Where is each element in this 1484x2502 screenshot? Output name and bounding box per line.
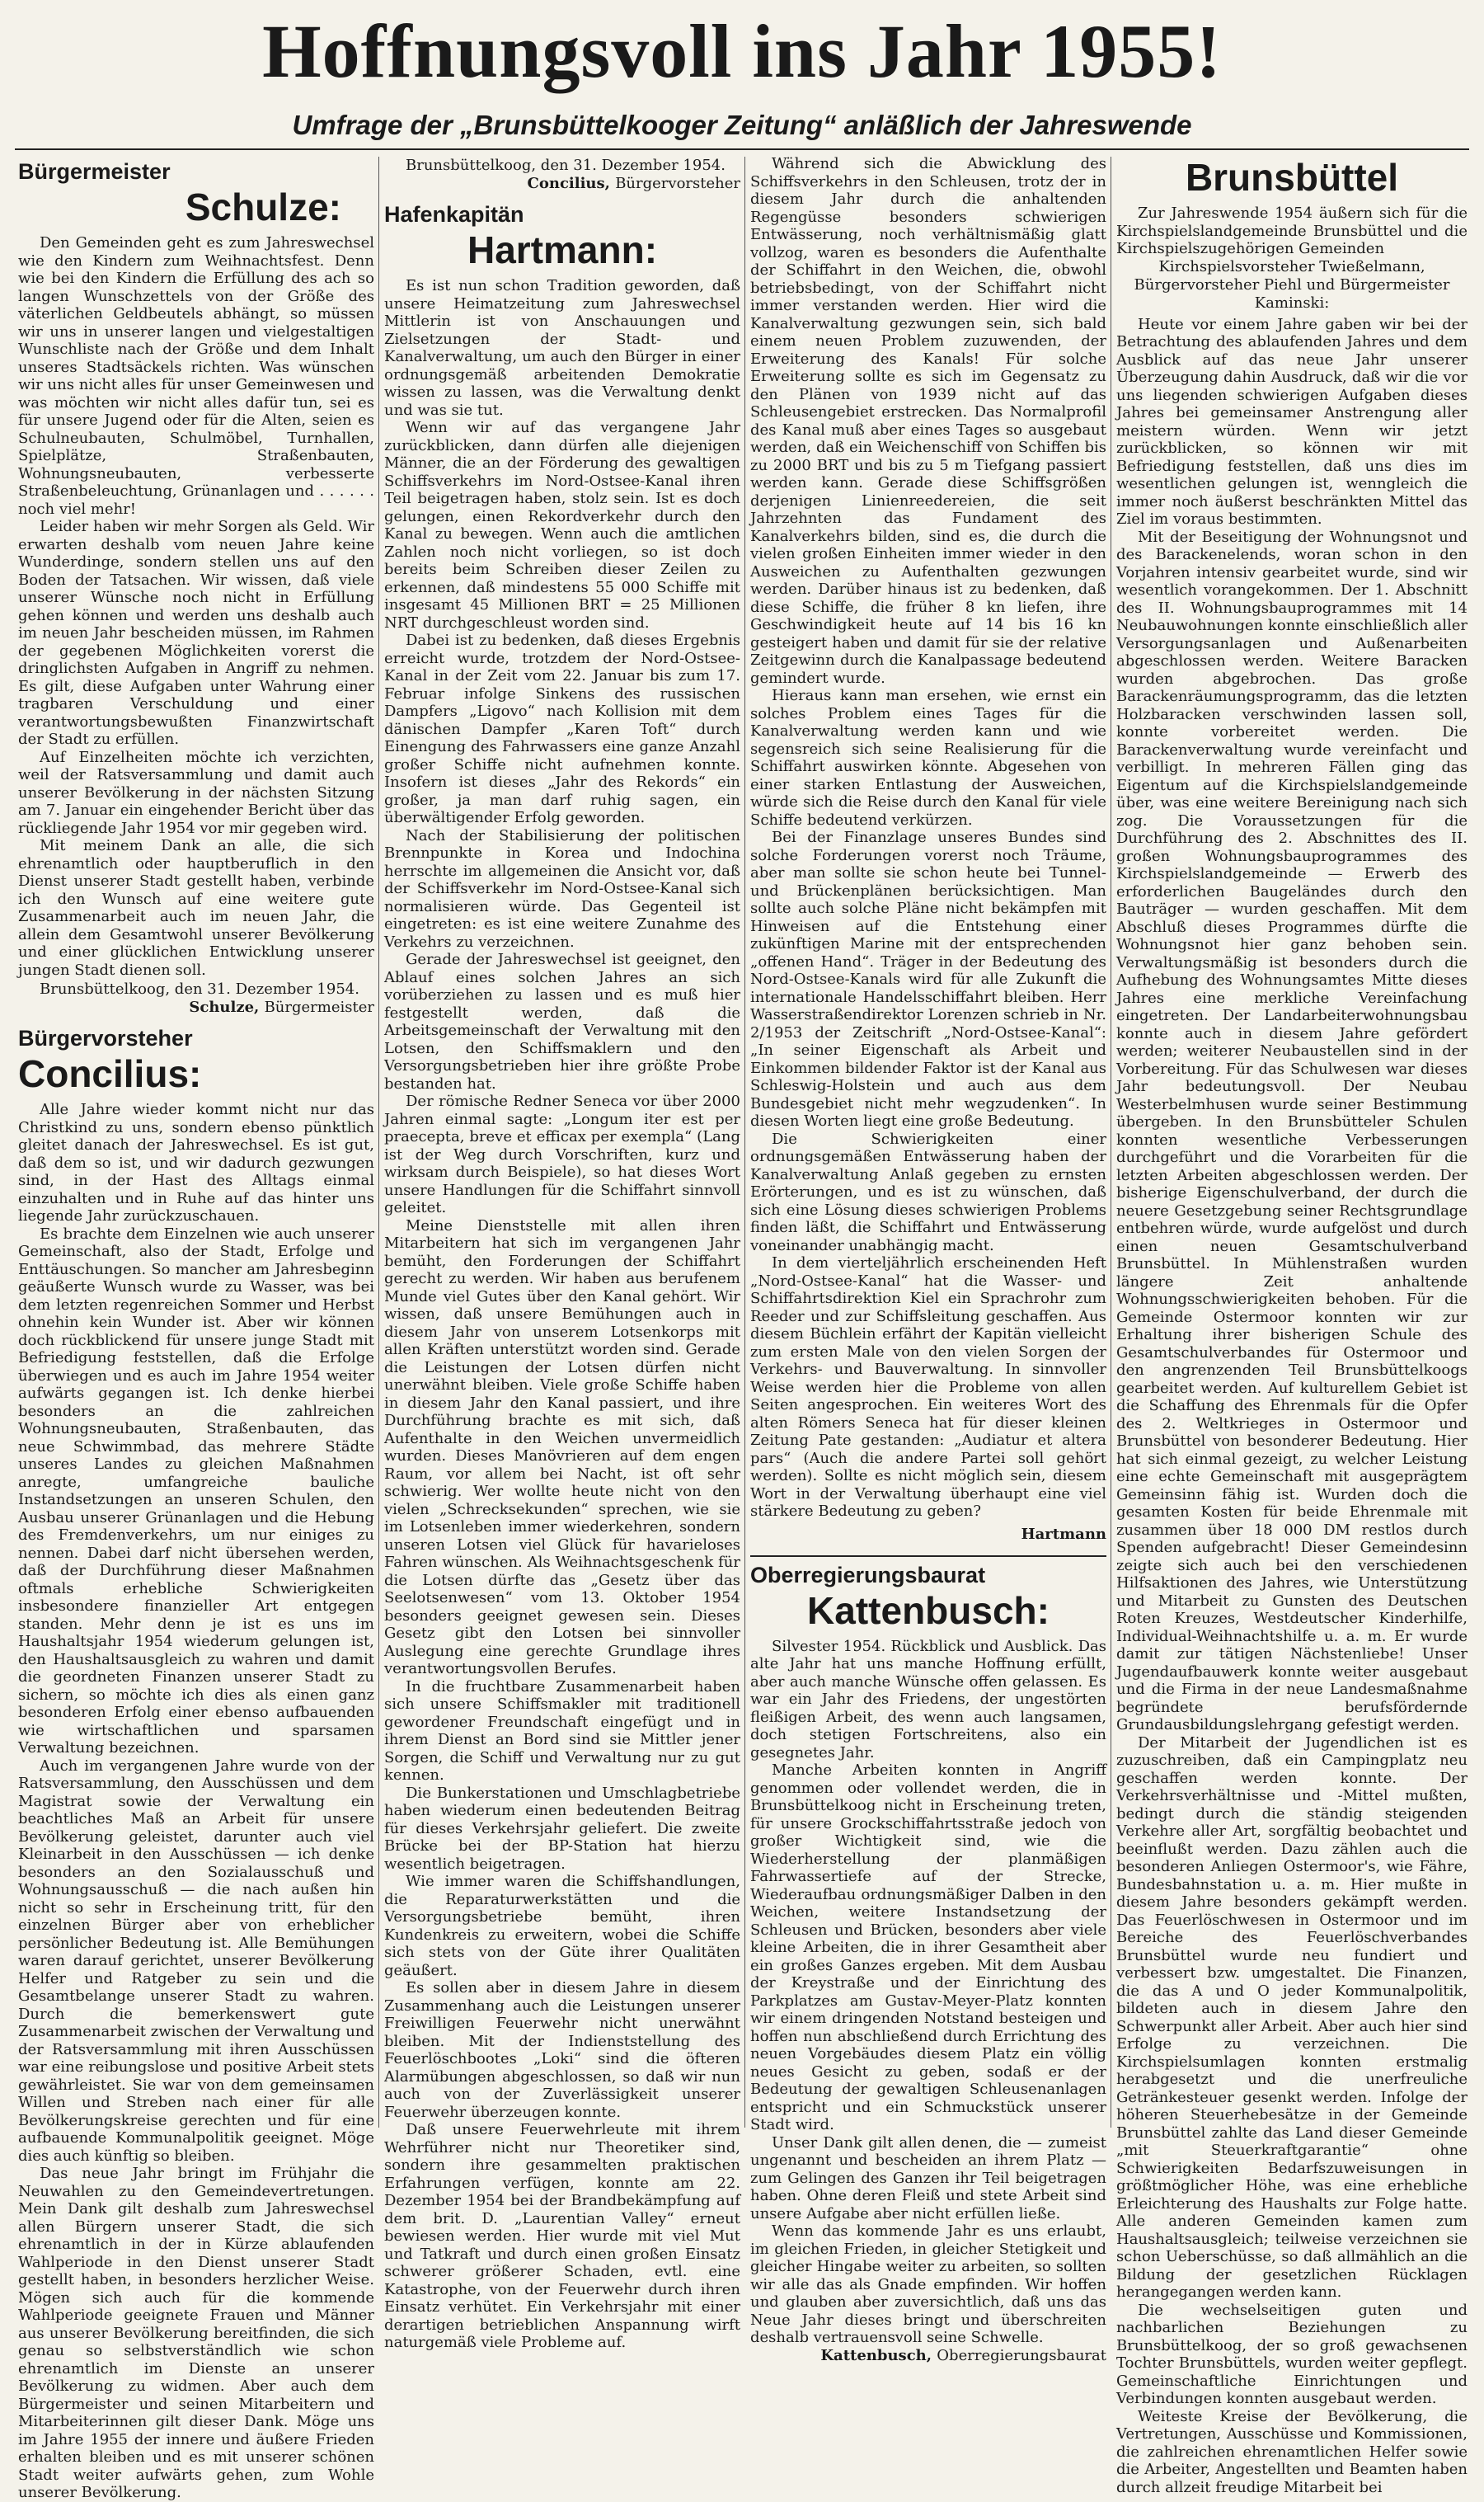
signature-name: Schulze, <box>189 999 260 1016</box>
paragraph: Die Bunkerstationen und Umschlagbetriebe haben wiederum einen bedeutenden Beitrag für dieses Verkehrsjahr geliefert. Die zweite Brücke bei der BP-Station hat hierzu wesentlich beigetragen. <box>384 1784 740 1873</box>
signature-name: Hartmann <box>1021 1525 1106 1543</box>
signature <box>750 2347 1106 2365</box>
paragraph: Manche Arbeiten konnten in Angriff genommen oder vollendet werden, die in Brunsbüttelkoog nicht in Erscheinung treten, für unsere Grockschiffahrtsstraße jedoch von großer Wichtigkeit sind, wie die Wiederherstellung der planmäßigen Fahrwassertiefe auf der Strecke, Wiederaufbau ordnungsmäßiger Dalben in den Weichen, weitere Instandsetzung der Schleusen und Brücken, besonders aber viele kleine Arbeiten, die in ihrer Gesamtheit aber ein großes Ganzes ergeben. Mit dem Ausbau der Kreystraße und der Einrichtung des Parkplatzes am Gustav-Meyer-Platz konnten wir einem dringenden Notstand besteigen und hoffen nun abschließend durch Errichtung des neuen Vorgebäudes diesem Platz ein völlig neues Gesicht zu geben, sodaß er der Bedeutung der gewaltigen Schleusenanlagen entspricht und ein Schmuckstück unserer Stadt wird. <box>750 1761 1106 2133</box>
article-kicker: Hafenkapitän <box>384 202 524 227</box>
paragraph: Während sich die Abwicklung des Schiffsverkehrs in den Schleusen, trotz der in diesem Jahr durch die anhaltenden Regengüsse besonders schwierigen Entwässerung, noch verhältnismäßig glatt vollzog, waren es besonders die Aufenthalte der Schiffahrt in den Weichen, die, obwohl betriebsbedingt, von der Schiffahrt nicht immer verstanden werden. Hier wird die Kanalverwaltung gezwungen sein, sich bald einem neuen Problem zuzuwenden, der Erweiterung des Kanals! Für solche Erweiterung sollte es sich im Gegensatz zu den Plänen von 1939 nicht auf das Schleusengebiet erstrecken. Das Normalprofil des Kanal muß aber eines Tages so ausgebaut werden, daß ein Weichenschiff von Schiffen bis zu 2000 BRT und bis zu 5 m Tiefgang passiert werden kann. Gerade diese Schiffsgrößen derjenigen Linienreedereien, die seit Jahrzehnten das Fundament des Kanalverkehrs bilden, sind es, die durch die vielen großen Einheiten immer wieder in den Ausweichen zu Aufenthalten gezwungen werden. Darüber hinaus ist zu bedenken, daß diese Schiffe, die früher 8 kn liefen, ihre Geschwindigkeit heute auf 14 bis 16 kn gesteigert haben und damit für sie der relative Zeitgewinn durch die Kanalpassage bedeutend gemindert wurde. <box>750 155 1106 687</box>
dateline: Brunsbüttelkoog, den 31. Dezember 1954. <box>40 981 359 998</box>
headline: Hoffnungsvoll ins Jahr 1955! <box>262 9 1222 93</box>
paragraph: Meine Dienststelle mit allen ihren Mitarbeitern hat sich im vergangenen Jahr bemüht, den Forderungen der Schiffahrt gerecht zu werden. Wir haben aus berufenem Munde viel Gutes über den Kanal gehört. Wir wissen, daß unsere Bemühungen auch in diesem Jahr von unserem Lotsenkorps mit allen Kräften unterstützt worden sind. Gerade die Leistungen der Lotsen dürfen nicht unerwähnt bleiben. Viele große Schiffe haben in diesem Jahr den Kanal passiert, und ihre Durchführung brachte es mit sich, daß Aufenthalte in den Weichen unvermeidlich wurden. Dieses Manövrieren auf dem engen Raum, vor allem bei Nacht, ist oft sehr schwierig. Wer wollte heute nicht von den vielen „Schrecksekunden“ sprechen, wie sie im Lotsenleben immer wiederkehren, sondern unseren Lotsen viel Glück für havarieloses Fahren wünschen. Als Weihnachtsgeschenk für die Lotsen dürfte das „Gesetz über das Seelotsenwesen“ vom 13. Oktober 1954 besonders geeignet gewesen sein. Dieses Gesetz gibt den Lotsen bei sinnvoller Auslegung eine gerechte Grundlage ihres verantwortungsvollen Berufes. <box>384 1216 740 1677</box>
signature-name: Concilius, <box>527 175 610 192</box>
paragraph: Dabei ist zu bedenken, daß dieses Ergebnis erreicht wurde, trotzdem der Nord-Ostsee-Kanal in der Zeit vom 22. Januar bis zum 17. Februar infolge Sinkens des russischen Dampfers „Ligovo“ nach Kollision mit dem dänischen Dampfer „Karen Toft“ durch Einengung des Fahrwassers eine ganze Anzahl großer Schiffe nicht aufnehmen konnte. Insofern ist dieses „Jahr des Rekords“ ein großer, ja man darf ruhig sagen, ein überwältigender Erfolg geworden. <box>384 632 740 826</box>
article-name: Brunsbüttel <box>1185 156 1399 199</box>
article-schulze <box>18 158 374 1017</box>
paragraph: Weiteste Kreise der Bevölkerung, die Vertretungen, Ausschüsse und Kommissionen, die zahlreichen ehrenamtlichen Helfer sowie die Arbeiter, Angestellten und Beamten haben durch allzeit freudige Mitarbeit bei <box>1116 2407 1468 2496</box>
article-brunsbuettel <box>1116 155 1468 2496</box>
paragraph: Leider haben wir mehr Sorgen als Geld. Wir erwarten deshalb vom neuen Jahre keine Wunderdinge, sondern stellen uns auf den Boden der Tatsachen. Wir wissen, daß viele unserer Wünsche noch nicht in Erfüllung gehen können und werden uns deshalb auch im neuen Jahr bescheiden müssen, im Rahmen der gegebenen Möglichkeiten vorerst die dringlichsten Aufgaben in Angriff zu nehmen. Es gilt, diese Aufgaben unter Wahrung einer tragbaren Verschuldung und einer verantwortungsbewußten Finanzwirtschaft der Stadt zu erfüllen. <box>18 518 374 748</box>
paragraph: Der römische Redner Seneca vor über 2000 Jahren einmal sagte: „Longum iter est per praecepta, breve et efficax per exempla“ (Lang ist der Weg durch Vorschriften, kurz und wirksam durch Beispiele), so hat dieses Wort unsere Handlungen für die Schiffahrt sinnvoll geleitet. <box>384 1093 740 1216</box>
paragraph: Es ist nun schon Tradition geworden, daß unsere Heimatzeitung zum Jahreswechsel Mittlerin ist von Anschauungen und Zielsetzungen der Stadt- und Kanalverwaltung, um auch den Bürger in einer ordnungsgemäß arbeitenden Demokratie wissen zu lassen, was die Verwaltung denkt und was sie tut. <box>384 277 740 419</box>
article-name: Hartmann: <box>467 228 658 271</box>
paragraph: Die wechselseitigen guten und nachbarlichen Beziehungen zu Brunsbüttelkoog, der so groß gewachsenen Tochter Brunsbüttels, wurden weiter gepflegt. Gemeinschaftliche Einrichtungen und Verbindungen konnten ausgebaut werden. <box>1116 2301 1468 2407</box>
paragraph: In die fruchtbare Zusammenarbeit haben sich unsere Schiffsmakler mit traditionell gewordener Freundschaft eingefügt und in ihrem Dienst an Bord sind sie Mittler jener Sorgen, die Schiff und Verwaltung nur zu gut kennen. <box>384 1677 740 1784</box>
paragraph: Hieraus kann man ersehen, wie ernst ein solches Problem eines Tages für die Kanalverwaltung werden kann und wie segensreich sich seine Realisierung für die Schiffahrt auswirken könnte. Abgesehen von einer starken Entlastung der Ausweichen, würde sich die Reise durch den Kanal für viele Schiffe bedeutend verkürzen. <box>750 687 1106 829</box>
intro: Zur Jahreswende 1954 äußern sich für die Kirchspielslandgemeinde Brunsbüttel und die Kirchspielszugehörigen Gemeinden <box>1116 205 1468 257</box>
paragraph: Mit meinem Dank an alle, die sich ehrenamtlich oder hauptberuflich in den Dienst unserer Stadt gestellt haben, verbinde ich den Wunsch auf eine weitere gute Zusammenarbeit auch im neuen Jahr, die allein dem Gesamtwohl unserer Bevölkerung und einer glücklichen Entwicklung unserer jungen Stadt dienen soll. <box>18 837 374 979</box>
paragraph: Auf Einzelheiten möchte ich verzichten, weil der Ratsversammlung und damit auch unserer Bevölkerung in der nächsten Sitzung am 7. Januar ein eingehender Bericht über das rückliegende Jahr 1954 vor mir gegeben wird. <box>18 748 374 837</box>
paragraph: Mit der Beseitigung der Wohnungsnot und des Barackenelends, woran schon in den Vorjahren intensiv gearbeitet wurde, sind wir wesentlich vorangekommen. Der 1. Abschnitt des II. Wohnungsbauprogrammes mit 14 Neubauwohnungen konnte einschließlich aller Versorgungsanlagen und Außenarbeiten abgeschlossen werden. Weitere Baracken wurden abgebrochen. Das große Barackenräumungsprogramm, das die letzten Holzbaracken verschwinden lassen soll, konnte vorbereitet werden. Die Barackenverwaltung wurde vereinfacht und verbilligt. In mehreren Fällen ging das Eigentum auf die Kirchspielslandgemeinde über, was eine weitere Bereinigung nach sich zog. Die Voraussetzungen für die Durchführung des 2. Abschnittes des II. großen Wohnungsbauprogrammes des Kirchspielslandgemeinde — Erwerb des erforderlichen Baugeländes durch den Bauträger — wurden geschaffen. Mit dem Abschluß dieses Programmes dürfte die Wohnungsnot hier ganz behoben sein. Verwaltungsmäßig ist besonders durch die Aufhebung des Wohnungsamtes Mitte dieses Jahres eine merkliche Vereinfachung eingetreten. Der Landarbeiterwohnungsbau konnte auch in diesem Jahre gefördert werden; weiterer Neubaustellen sind in der Vorbereitung. Für das Schulwesen war dieses Jahr bedeutungsvoll. Der Neubau Westerbelmhusen wurde seiner Bestimmung übergeben. In den Brunsbütteler Schulen konnten wesentliche Verbesserungen durchgeführt und die Vorarbeiten für die letzten Arbeiten abgeschlossen werden. Der bisherige Eigenschulverband, der durch die neuere Gesetzgebung seiner Rechtsgrundlage entbehren würde, wurde aufgelöst und durch einen neuen Gesamtschulverband Brunsbüttel. In Mühlenstraßen wurden längere Zeit anhaltende Wohnungsschwierigkeiten behoben. Für die Gemeinde Ostermoor konnten wir zur Erhaltung ihrer bisherigen Schule des Gesamtschulverbandes für Ostermoor und den angrenzenden Teil Brunsbüttelkoogs gearbeitet werden. Auf kulturellem Gebiet ist die Schaffung des Ehrenmals für die Opfer des 2. Weltkrieges in Ostermoor und Brunsbüttel von besonderer Bedeutung. Hier hat sich einmal gezeigt, zu welcher Leistung eine echte Gemeinschaft mit ausgeprägtem Gemeinsinn fähig ist. Wurden doch die gesamten Kosten für beide Ehrenmale mit zusammen über 18 000 DM restlos durch Spenden aufgebracht! Dieser Gemeindesinn zeigte sich auch bei den verschiedenen Hilfsaktionen des Jahres, wie Unterstützung und Mitarbeit zu Gunsten des Deutschen Roten Kreuzes, Westdeutscher Kinderhilfe, Individual-Weihnachtshilfe u. a. m. Er wurde damit zur tätigen Nächstenliebe! Unser Jugendaufbauwerk konnte weiter ausgebaut und die Firma in der neue Landesmaßnahme begründete berufsfördernde Grundausbildungslehrgang gefestigt werden. <box>1116 528 1468 1733</box>
paragraph: Daß unsere Feuerwehrleute mit ihrem Wehrführer nicht nur Theoretiker sind, sondern ihre gesammelten praktischen Erfahrungen verfügen, konnte am 22. Dezember 1954 bei der Brandbekämpfung auf dem brit. D. „Laurentian Valley“ erneut bewiesen werden. Hier wurde mit viel Mut und Tatkraft und durch einen großen Einsatz schwerer größerer Schaden, evtl. eine Katastrophe, von der Feuerwehr durch ihren Einsatz verhütet. Ein Verkehrsjahr mit einer derartigen betrieblichen Anspannung wirft naturgemäß viele Probleme auf. <box>384 2121 740 2351</box>
column-3 <box>750 155 1106 2364</box>
paragraph: Auch im vergangenen Jahre wurde von der Ratsversammlung, den Ausschüssen und dem Magistrat sowie der Verwaltung ein beachtliches Maß an Arbeit für unsere Bevölkerung geleistet, darunter auch viel Kleinarbeit in den Ausschüssen — ich denke besonders an den Sozialausschuß und Wohnungsausschuß — die nach außen hin nicht so sehr in Erscheinung tritt, für den einzelnen Bürger aber von erheblicher persönlicher Bedeutung ist. Alle Bemühungen waren darauf gerichtet, unserer Bevölkerung Helfer und Ratgeber zu sein und die Gesamtbelange unserer Stadt zu wahren. Durch die bemerkenswert gute Zusammenarbeit zwischen der Verwaltung und der Ratsversammlung mit ihren Ausschüssen war eine reibungslose und positive Arbeit stets gewährleistet. Sie war von dem gemeinsamen Willen und Streben nach einer für alle Bevölkerungskreise gerechten und für eine aufbauende Kommunalpolitik geeignet. Möge dies auch künftig so bleiben. <box>18 1757 374 2165</box>
article-name: Concilius: <box>18 1052 202 1095</box>
paragraph: Die Schwierigkeiten einer ordnungsgemäßen Entwässerung haben der Kanalverwaltung Anlaß gegeben zu ernsten Erörterungen, und es ist zu wünschen, daß sich eine Lösung dieses schwierigen Problems finden läßt, die Schiffahrt und Entwässerung voneinander unabhängig macht. <box>750 1130 1106 1254</box>
signature <box>18 999 374 1017</box>
paragraph: Wenn wir auf das vergangene Jahr zurückblicken, dann dürfen alle diejenigen Männer, die an der Förderung des gewaltigen Schiffsverkehrs im Nord-Ostsee-Kanal ihren Teil beigetragen haben, stolz sein. Ist es doch gelungen, einen Rekordverkehr durch den Kanal zu bewegen. Wenn auch die amtlichen Zahlen noch nicht vorliegen, so ist doch bereits beim Schreiben dieser Zeilen zu erkennen, daß mindestens 55 000 Schiffe mit insgesamt 45 Millionen BRT = 25 Millionen NRT durchgeschleust worden sind. <box>384 419 740 632</box>
article-name: Kattenbusch: <box>807 1588 1050 1632</box>
signature-title: Bürgervorsteher <box>615 175 740 192</box>
top-rule <box>15 148 1469 150</box>
paragraph: Wenn das kommende Jahr es uns erlaubt, im gleichen Frieden, in gleicher Stetigkeit und gleicher Hingabe weiter zu arbeiten, so sollten wir alle das als Gnade empfinden. Wir hoffen und glauben aber zuversichtlich, daß uns das Neue Jahr dieses bringt und überschreiten deshalb vertrauensvoll seine Schwelle. <box>750 2222 1106 2346</box>
column-divider <box>744 157 745 2128</box>
article-kattenbusch <box>750 1562 1106 2365</box>
paragraph: Wie immer waren die Schiffshandlungen, die Reparaturwerkstätten und die Versorgungsbetriebe bemüht, ihren Kundenkreis zu erweitern, wobei die Schiffe sich stets von der Güte ihrer Qualitäten geäußert. <box>384 1873 740 1979</box>
signature-title: Oberregierungsbaurat <box>937 2346 1106 2364</box>
paragraph: Das neue Jahr bringt im Frühjahr die Neuwahlen zu den Gemeindevertretungen. Mein Dank gilt deshalb zum Jahreswechsel allen Bürgern unserer Stadt, die sich ehrenamtlich in der in Kürze ablaufenden Wahlperiode in den Dienst unserer Stadt gestellt haben, in besonders herzlicher Weise. Mögen sich auch für die kommende Wahlperiode geeignete Frauen und Männer aus unserer Bevölkerung bereitfinden, die sich genau so selbstverständlich wie schon ehrenamtlich im Dienste an unserer Bevölkerung zu widmen. Aber auch dem Bürgermeister und seinen Mitarbeitern und Mitarbeiterinnen gilt dieser Dank. Möge uns im Jahre 1955 der innere und äußere Frieden erhalten bleiben und es mit unserer schönen Stadt weiter aufwärts gehen, zum Wohle unserer Bevölkerung. <box>18 2165 374 2501</box>
article-hartmann <box>384 201 740 2352</box>
signature-name: Kattenbusch, <box>820 2346 932 2364</box>
column-4 <box>1116 155 1468 2496</box>
subheadline: Umfrage der „Brunsbüttelkooger Zeitung“ anläßlich der Jahreswende <box>292 110 1192 140</box>
signature <box>384 175 740 193</box>
article-kicker: Bürgermeister <box>18 159 171 184</box>
column-divider <box>378 157 379 2128</box>
paragraph: In dem vierteljährlich erscheinenden Heft „Nord-Ostsee-Kanal“ hat die Wasser- und Schiffahrtsdirektion Kiel ein Sprachrohr zum Reeder und zur Schiffsleitung geschaffen. Aus diesem Büchlein erfährt der Kapitän vielleicht zum ersten Male von den vielen Sorgen der Verkehrs- und Bauverwaltung. In sinnvoller Weise werden hier die Probleme von allen Seiten angesprochen. Ein weiteres Wort des alten Römers Seneca hat für dieser kleinen Zeitung Pate gestanden: „Audiatur et altera pars“ (Auch die andere Partei soll gehört werden). Sollte es nicht möglich sein, diesem Wort in der Verwaltung überhaupt eine viel stärkere Bedeutung zu geben? <box>750 1254 1106 1520</box>
column-1 <box>18 155 374 2501</box>
signatories: Kirchspielsvorsteher Twießelmann, Bürgervorsteher Piehl und Bürgermeister Kaminski: <box>1134 257 1450 312</box>
signature-title: Bürgermeister <box>264 999 374 1016</box>
paragraph: Heute vor einem Jahre gaben wir bei der Betrachtung des ablaufenden Jahres und dem Ausblick auf das neue Jahr unserer Überzeugung dahin Ausdruck, daß wir die vor uns liegenden schwierigen Aufgaben dieses Jahres bei gemeinsamer Anstrengung aller meistern würden. Wenn wir jetzt zurückblicken, so können wir mit Befriedigung feststellen, daß uns dies im wesentlichen gelungen ist, wenngleich die immer noch äußerst beschränkten Mittel das Ziel im voraus bestimmten. <box>1116 315 1468 528</box>
article-concilius <box>18 1025 374 2502</box>
paragraph: Den Gemeinden geht es zum Jahreswechsel wie den Kindern zum Weihnachtsfest. Denn wie bei den Kindern die Erfüllung des ach so langen Wunschzettels von der Größe des väterlichen Geldbeutels abhängt, so müssen wir uns in unserer langen und vielgestaltigen Wunschliste nach der Größe und dem Inhalt unseres Stadtsäckels richten. Was wünschen wir uns nicht alles für unser Gemeinwesen und was möchten wir nicht alles dafür tun, sei es für unsere Jugend oder für die Alten, seien es Schulneubauten, Schulmöbel, Turnhallen, Spielplätze, Straßenbauten, Wohnungsneubauten, verbesserte Straßenbeleuchtung, Grünanlagen und . . . . . . noch viel mehr! <box>18 234 374 518</box>
column-2 <box>384 155 740 2351</box>
dateline: Brunsbüttelkoog, den 31. Dezember 1954. <box>406 157 726 174</box>
article-kicker: Bürgervorsteher <box>18 1026 193 1051</box>
article-kicker: Oberregierungsbaurat <box>750 1562 986 1587</box>
paragraph: Bei der Finanzlage unseres Bundes sind solche Forderungen vorerst noch Träume, aber man sollte sie schon heute bei Tunnel- und Brückenplänen berücksichtigen. Man sollte auch solche Pläne nicht bekämpfen mit Hinweisen auf die Entstehung einer zukünftigen Marine mit der entsprechenden „offenen Hand“. Träger in der Bedeutung des Nord-Ostsee-Kanals wird für alle Zukunft die internationale Handelsschiffahrt bleiben. Herr Wasserstraßendirektor Lorenzen schrieb in Nr. 2/1953 der Zeitschrift „Nord-Ostsee-Kanal“: „In seiner Eigenschaft als Arbeit und Einkommen bildender Faktor ist der Kanal aus Schleswig-Holstein und auch aus dem Bundesgebiet nicht mehr wegzudenken“. In diesen Worten liegt eine große Bedeutung. <box>750 829 1106 1130</box>
paragraph: Es brachte dem Einzelnen wie auch unserer Gemeinschaft, also der Stadt, Erfolge und Enttäuschungen. So mancher am Jahresbeginn geäußerte Wunsch wurde zu Wasser, was bei dem letzten regenreichen Sommer und Herbst ohnehin kein Wunder ist. Aber wir können doch rückblickend für unsere junge Stadt mit Befriedigung feststellen, daß die Erfolge überwiegen und es auch im Jahre 1954 weiter aufwärts gegangen ist. Ich denke hierbei besonders an die zahlreichen Wohnungsneubauten, Straßenbauten, das neue Schwimmbad, das mehrere Städte unseres Landes zu gleichen Maßnahmen anregte, umfangreiche bauliche Instandsetzungen an unseren Schulen, den Ausbau unserer Grünanlagen und die Hebung des Fremdenverkehrs, um nur einiges zu nennen. Dabei darf nicht übersehen werden, daß der Durchführung dieser Maßnahmen oftmals erhebliche Schwierigkeiten insbesondere finanzieller Art entgegen standen. Mehr denn je ist es uns im Haushaltsjahr 1954 wiederum gelungen ist, den Haushaltsausgleich zu wahren und damit die geordneten Finanzen unserer Stadt zu sichern, so möchte ich dies als einen ganz besonderen Erfolg einer ebenso aufbauenden wie wirtschaftlichen und sparsamen Verwaltung bezeichnen. <box>18 1225 374 1757</box>
paragraph: Nach der Stabilisierung der politischen Brennpunkte in Korea und Indochina herrschte im allgemeinen die Ansicht vor, daß der Schiffsverkehr im Nord-Ostsee-Kanal sich normalisieren würde. Das Gegenteil ist eingetreten: es ist eine weitere Zunahme des Verkehrs zu verzeichnen. <box>384 826 740 951</box>
paragraph: Alle Jahre wieder kommt nicht nur das Christkind zu uns, sondern ebenso pünktlich gleitet danach der Jahreswechsel. Es ist gut, daß dem so ist, und wir dadurch gezwungen sind, in der Hast des Alltags einmal einzuhalten und in Ruhe auf das hinter uns liegende Jahr zurückzuschauen. <box>18 1101 374 1225</box>
section-rule <box>750 1555 1106 1557</box>
paragraph: Es sollen aber in diesem Jahre in diesem Zusammenhang auch die Leistungen unserer Freiwilligen Feuerwehr nicht unerwähnt bleiben. Mit der Indienststellung des Feuerlöschbootes „Loki“ sind die öfteren Alarmübungen abgeschlossen, so daß wir nun auch von der Zuverlässigkeit unserer Feuerwehr überzeugen konnte. <box>384 1979 740 2121</box>
article-name: Schulze: <box>185 186 341 228</box>
paragraph: Der Mitarbeit der Jugendlichen ist es zuzuschreiben, daß ein Campingplatz neu geschaffen werden konnte. Der Verkehrsverhältnisse und -Mittel mußten, bedingt durch die ständig steigenden Verkehre aller Art, sorgfältig beobachtet und beeinflußt werden. Dazu zählen auch die besonderen Anliegen Ostermoor's, wie Fähre, Bundesbahnstation u. a. m. Hier mußte in diesem Jahre besonders gekämpft werden. Das Feuerlöschwesen in Ostermoor und im Bereiche des Feuerlöschverbandes Brunsbüttel wurde neu fundiert und verbessert bzw. umgestaltet. Die Finanzen, die das A und O jeder Kommunalpolitik, bildeten auch in diesem Jahre den Schwerpunkt aller Arbeit. Aber auch hier sind Erfolge zu verzeichnen. Die Kirchspielsumlagen konnten erstmalig herabgesetzt und die unerfreuliche Getränkesteuer gesenkt werden. Infolge der höheren Steuerhebesätze in der Gemeinde Brunsbüttel zahlte das Land dieser Gemeinde „mit Steuerkraftgarantie“ ohne Schwierigkeiten Bedarfszuweisungen in größtmöglicher Höhe, was eine erhebliche Erleichterung des Haushalts zur Folge hatte. Alle anderen Gemeinden kamen zum Haushaltsausgleich; teilweise verzeichnen sie schon Ueberschüsse, so daß allmählich an die Bildung der gesetzlichen Rücklagen herangegangen werden kann. <box>1116 1733 1468 2301</box>
paragraph: Gerade der Jahreswechsel ist geeignet, den Ablauf eines solchen Jahres an sich vorüberziehen zu lassen und es muß hier festgestellt werden, daß die Arbeitsgemeinschaft der Verwaltung mit den Lotsen, den Schiffsmaklern und den Versorgungsbetrieben hier ihre größte Probe bestanden hat. <box>384 951 740 1093</box>
paragraph: Silvester 1954. Rückblick und Ausblick. Das alte Jahr hat uns manche Hoffnung erfüllt, aber auch manche Wünsche offen gelassen. Es war ein Jahr des Friedens, der ungestörten fleißigen Arbeit, des wenn auch langsamen, doch stetigen Fortschreitens, also ein gesegnetes Jahr. <box>750 1637 1106 1761</box>
paragraph: Unser Dank gilt allen denen, die — zumeist ungenannt und bescheiden an ihrem Platz — zum Gelingen des Ganzen ihr Teil beigetragen haben. Ohne deren Fleiß und stete Arbeit sind unsere Aufgabe aber nicht erfüllen ließe. <box>750 2133 1106 2222</box>
